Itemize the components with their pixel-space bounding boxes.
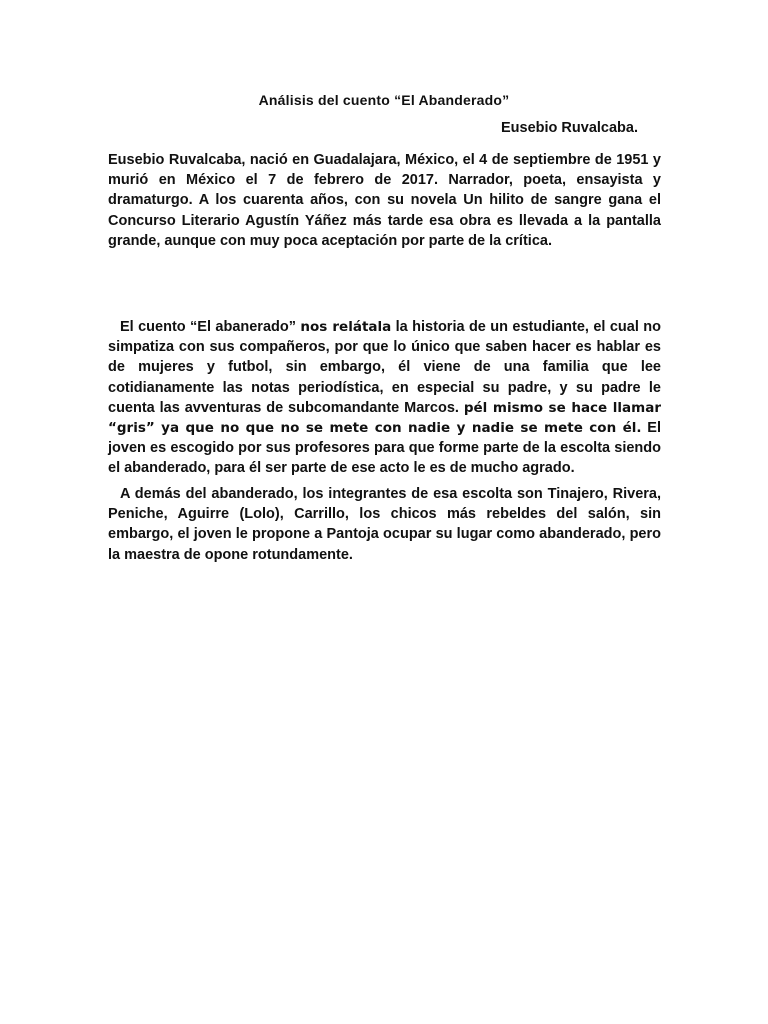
author-name: Eusebio Ruvalcaba. <box>501 120 638 136</box>
paragraph-escort-members: A demás del abanderado, los integrantes de esa escolta son Tinajero, Rivera, Peniche, Aguirre (Lolo), Carrillo, los chicos más rebeldes del salón, sin embargo, el joven le propone a Pantoja ocupar su lugar como abanderado, pero la maestra de opone rotundamente. <box>108 486 661 563</box>
paragraph-story-summary-segment: El joven es escogido por sus profesores para que forme parte de la escolta siendo el abanderado, para él ser parte de ese acto le es de mucho agrado. <box>108 420 661 477</box>
paragraph-story-summary-segment: pél mismo se hace llamar “gris” ya que no que no se mete con nadie y nadie se mete con él. <box>108 399 661 437</box>
document-title: Análisis del cuento “El Abanderado” <box>258 92 510 108</box>
paragraph-biography: Eusebio Ruvalcaba, nació en Guadalajara, México, el 4 de septiembre de 1951 y murió en México el 7 de febrero de 2017. Narrador, poeta, ensayista y dramaturgo. A los cuarenta años, con su novela Un hilito de sangre gana el Concurso Literario Agustín Yáñez más tarde esa obra es llevada a la pantalla grande, aunque con muy poca aceptación por parte de la crítica. <box>108 152 661 249</box>
paragraph-story-summary-segment: nos relátala <box>300 319 392 335</box>
paragraph-story-summary <box>108 317 661 479</box>
paragraph-story-summary-segment: la historia de un estudiante, el cual no simpatiza con sus compañeros, por que lo único que saben hacer es hablar es de mujeres y futbol, sin embargo, él viene de una familia que lee cotidianamente las notas periodística, en especial su padre, y su padre le cuenta las avventuras de subcomandante Marcos. <box>108 319 661 416</box>
paragraph-story-summary-segment: El cuento “El abanerado” <box>120 319 301 335</box>
